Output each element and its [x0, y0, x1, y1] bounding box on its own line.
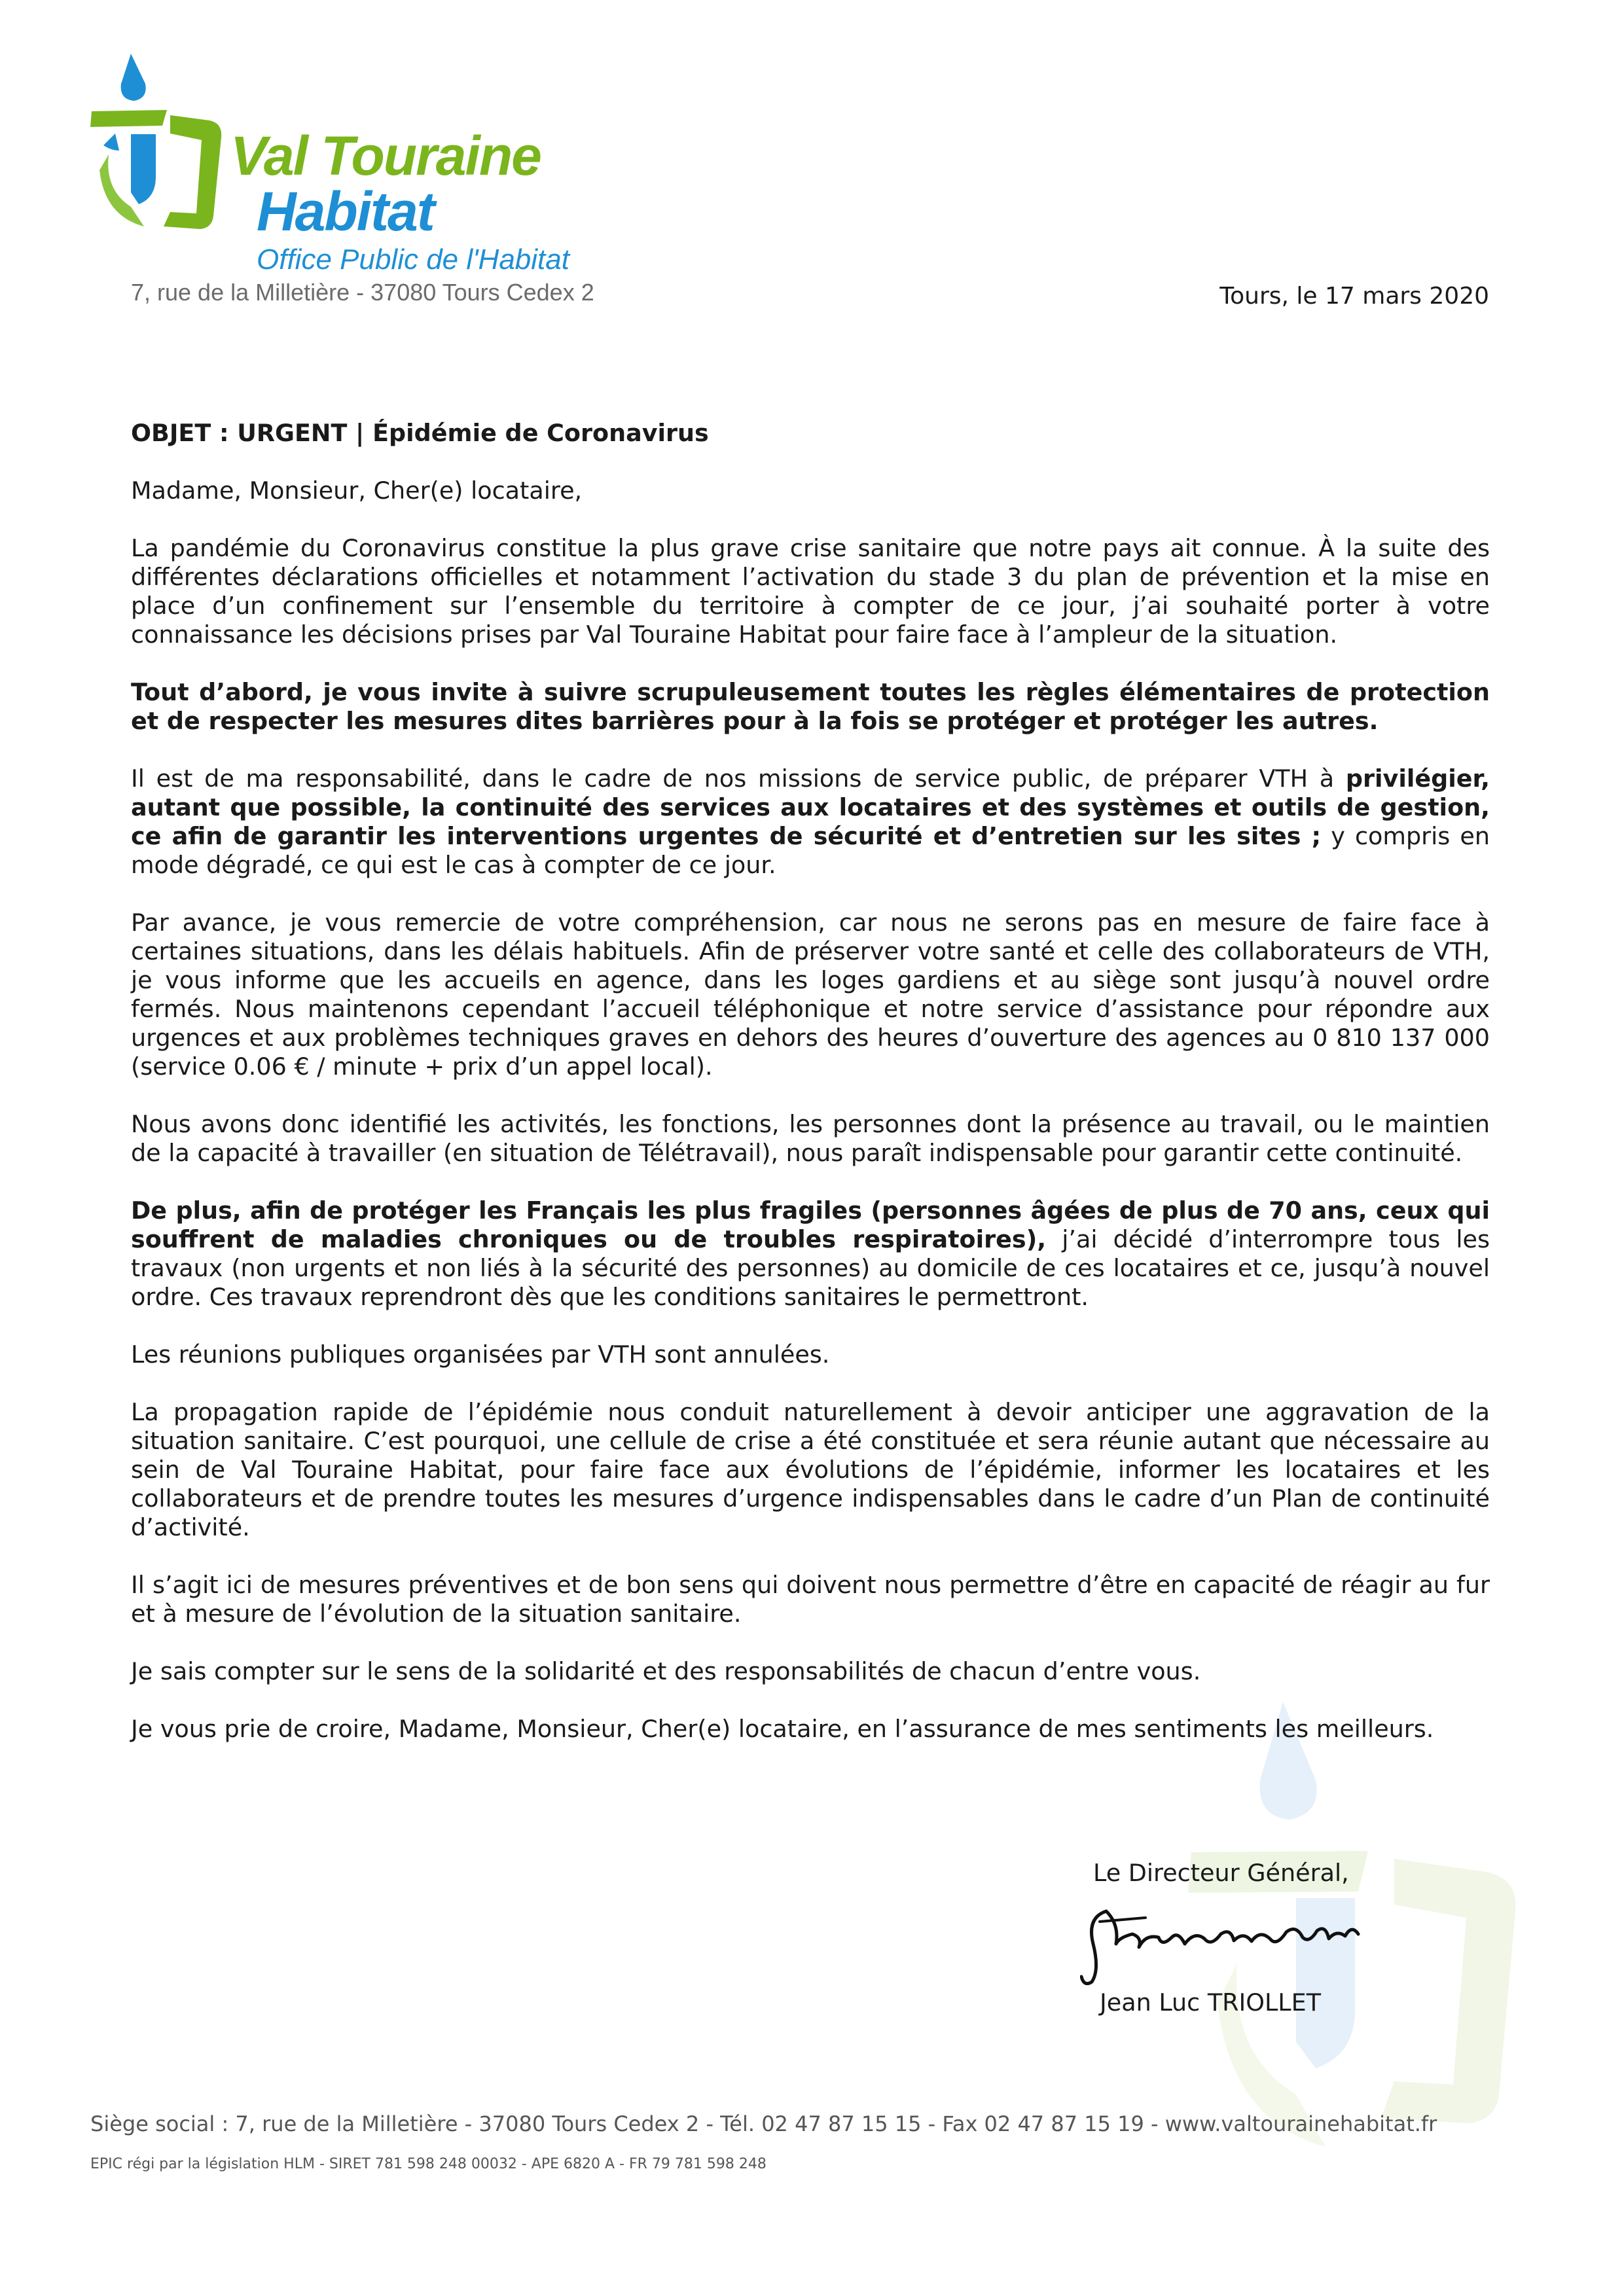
logo-name-line1: Val Touraine: [230, 125, 541, 187]
company-logo: [85, 52, 583, 275]
paragraph-2: [131, 678, 1490, 736]
paragraph-3-end: y compris en mode dégradé, ce qui est le cas à compter de ce jour.: [131, 822, 1490, 879]
paragraph-3: [131, 764, 1490, 880]
paragraph-6: [131, 1196, 1490, 1312]
signature-block: [1093, 1859, 1460, 2036]
paragraph-4: Par avance, je vous remercie de votre compréhension, car nous ne serons pas en mesure de faire face à certaines situations, dans les délais habituels. Afin de préserver votre santé et celle des collaborateurs de VTH, je vous informe que les accueils en agence, dans les loges gardiens et au siège sont jusqu’à nouvel ordre fermés. Nous maintenons cependant l’accueil téléphonique et notre service d’assistance pour répondre aux urgences et aux problèmes techniques graves en dehors des heures d’ouverture des agences au 0 810 137 000 (service 0.06 € / minute + prix d’un appel local).: [131, 908, 1490, 1081]
paragraph-5: Nous avons donc identifié les activités, les fonctions, les personnes dont la présence au travail, ou le maintien de la capacité à travailler (en situation de Télétravail), nous paraît indispensable pour garantir cette continuité.: [131, 1110, 1490, 1167]
letter-body: [131, 419, 1490, 1772]
paragraph-6-end: j’ai décidé d’interrompre tous les travaux (non urgents et non liés à la sécurité des personnes) au domicile de ces locataires et ce, jusqu’à nouvel ordre. Ces travaux reprendront dès que les conditions sanitaires le permettront.: [131, 1225, 1490, 1311]
paragraph-2-bold: Tout d’abord, je vous invite à suivre scrupuleusement toutes les règles élémentaires de protection et de respecter les mesures dites barrières pour à la fois se protéger et protéger les autres.: [131, 678, 1490, 735]
sender-address: 7, rue de la Milletière - 37080 Tours Cedex 2: [131, 279, 594, 306]
signatory-title: Le Directeur Général,: [1093, 1859, 1349, 1887]
logo-tagline: Office Public de l'Habitat: [257, 243, 569, 276]
signatory-name: Jean Luc TRIOLLET: [1100, 1988, 1321, 2017]
paragraph-3-bold: privilégier, autant que possible, la continuité des services aux locataires et des systèmes et outils de gestion, ce afin de garantir les interventions urgentes de sécurité et d’entretien sur les sites ;: [131, 764, 1490, 850]
letter-subject: OBJET : URGENT | Épidémie de Coronavirus: [131, 419, 709, 447]
paragraph-9: Il s’agit ici de mesures préventives et de bon sens qui doivent nous permettre d’être en capacité de réagir au fur et à mesure de l’évolution de la situation sanitaire.: [131, 1571, 1490, 1628]
footer-legal-info: EPIC régi par la législation HLM - SIRET 781 598 248 00032 - APE 6820 A - FR 79 781 598 248: [90, 2156, 767, 2172]
paragraph-1: La pandémie du Coronavirus constitue la plus grave crise sanitaire que notre pays ait connue. À la suite des différentes déclarations officielles et notamment l’activation du stade 3 du plan de prévention et la mise en place d’un confinement sur l’ensemble du territoire à compter de ce jour, j’ai souhaité porter à votre connaissance les décisions prises par Val Touraine Habitat pour faire face à l’ampleur de la situation.: [131, 534, 1490, 649]
handwritten-signature-icon: [1080, 1898, 1368, 1990]
footer-contact-info: Siège social : 7, rue de la Milletière - 37080 Tours Cedex 2 - Tél. 02 47 87 15 15 - Fax 02 47 87 15 19 - www.valtourainehabitat.fr: [90, 2111, 1437, 2136]
paragraph-8: La propagation rapide de l’épidémie nous conduit naturellement à devoir anticiper une aggravation de la situation sanitaire. C’est pourquoi, une cellule de crise a été constituée et sera réunie autant que nécessaire au sein de Val Touraine Habitat, pour faire face aux évolutions de l’épidémie, informer les locataires et les collaborateurs et de prendre toutes les mesures d’urgence indispensables dans le cadre d’un Plan de continuité d’activité.: [131, 1398, 1490, 1541]
paragraph-11: Je vous prie de croire, Madame, Monsieur, Cher(e) locataire, en l’assurance de mes sentiments les meilleurs.: [131, 1715, 1434, 1743]
paragraph-7: Les réunions publiques organisées par VTH sont annulées.: [131, 1340, 830, 1369]
paragraph-10: Je sais compter sur le sens de la solidarité et des responsabilités de chacun d’entre vous.: [131, 1657, 1201, 1685]
letter-date: Tours, le 17 mars 2020: [1219, 283, 1489, 310]
logo-mark-icon: [85, 52, 236, 249]
paragraph-3-start: Il est de ma responsabilité, dans le cadre de nos missions de service public, de préparer VTH à: [131, 764, 1346, 793]
paragraph-6-bold: De plus, afin de protéger les Français les plus fragiles (personnes âgées de plus de 70 ans, ceux qui souffrent de maladies chroniques ou de troubles respiratoires),: [131, 1196, 1490, 1253]
logo-name-line2: Habitat: [257, 181, 434, 242]
letter-salutation: Madame, Monsieur, Cher(e) locataire,: [131, 476, 583, 505]
